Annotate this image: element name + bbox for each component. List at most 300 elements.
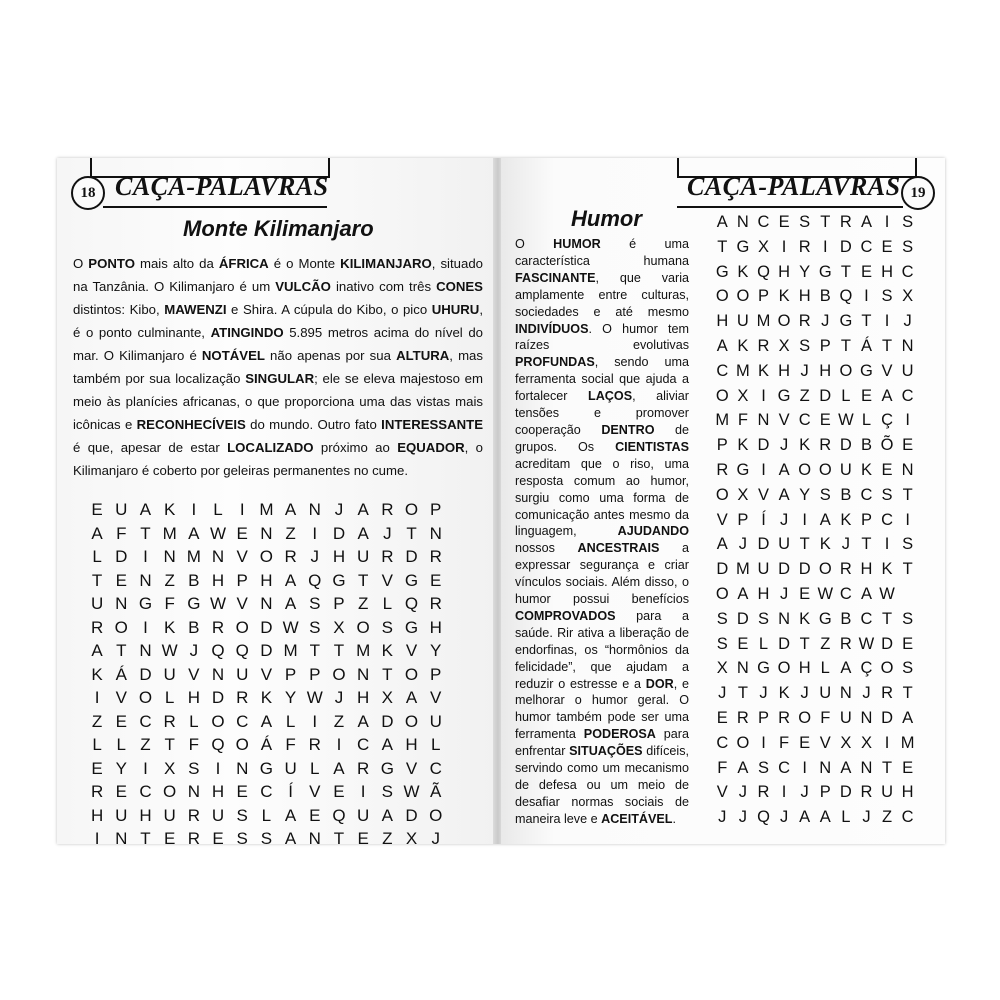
grid-letter: T: [333, 641, 345, 660]
grid-letter: J: [738, 808, 748, 827]
grid-letter: N: [260, 594, 273, 613]
open-book: [57, 158, 945, 844]
grid-letter: J: [862, 808, 871, 827]
grid-letter: R: [778, 708, 791, 727]
grid-letter: D: [757, 436, 770, 455]
grid-letter: M: [356, 641, 371, 660]
text-run: próximo ao: [313, 440, 398, 455]
grid-letter: I: [822, 237, 828, 256]
grid-letter: G: [860, 361, 873, 380]
grid-letter: H: [798, 659, 811, 678]
grid-letter: U: [429, 711, 442, 731]
grid-letter: T: [882, 609, 893, 628]
grid-letter: Ç: [860, 659, 873, 678]
grid-letter: N: [139, 570, 152, 590]
keyword: UHURU: [431, 302, 480, 317]
grid-letter: A: [778, 485, 790, 504]
grid-letter: K: [737, 336, 749, 355]
grid-letter: N: [308, 500, 321, 519]
grid-letter: H: [901, 783, 914, 802]
grid-letter: A: [840, 758, 852, 777]
grid-letter: I: [864, 287, 869, 306]
grid-letter: A: [819, 510, 831, 529]
grid-letter: J: [862, 684, 871, 703]
grid-letter: O: [404, 664, 419, 684]
page-number: 19: [901, 176, 935, 210]
grid-letter: K: [381, 641, 394, 660]
grid-letter: R: [757, 336, 770, 355]
word-search-grid: [712, 210, 918, 830]
keyword: HUMOR: [553, 237, 601, 251]
grid-letter: A: [799, 808, 811, 827]
grid-letter: E: [778, 213, 790, 231]
grid-letter: G: [818, 609, 832, 628]
grid-letter: Y: [284, 688, 297, 707]
grid-letter: O: [259, 547, 274, 566]
grid-letter: P: [757, 287, 769, 306]
grid-letter: D: [115, 547, 128, 566]
grid-letter: G: [138, 594, 153, 613]
grid-letter: H: [139, 805, 152, 825]
grid-letter: U: [115, 500, 128, 519]
grid-letter: M: [736, 361, 750, 380]
grid-letter: Q: [404, 594, 419, 613]
grid-letter: K: [163, 617, 176, 637]
grid-letter: M: [283, 641, 298, 660]
grid-letter: B: [188, 617, 200, 637]
grid-letter: X: [840, 733, 852, 752]
grid-letter: H: [211, 570, 225, 590]
grid-letter: Õ: [880, 436, 894, 455]
grid-letter: J: [841, 535, 850, 554]
grid-letter: A: [381, 805, 394, 825]
grid-letter: A: [737, 758, 749, 777]
grid-letter: Z: [333, 711, 345, 731]
grid-letter: P: [236, 570, 248, 590]
grid-letter: A: [357, 500, 369, 519]
grid-letter: L: [189, 711, 199, 731]
text-run: . O humor tem raízes evolutivas: [515, 321, 689, 353]
text-run: .: [672, 811, 676, 826]
left-page: [57, 158, 495, 844]
grid-letter: H: [357, 688, 370, 707]
grid-letter: P: [333, 594, 345, 613]
grid-letter: N: [236, 758, 249, 778]
text-run: é uma característica humana: [515, 237, 689, 268]
keyword: ATINGINDO: [210, 325, 284, 340]
grid-letter: R: [284, 547, 297, 566]
grid-letter: I: [761, 460, 766, 479]
grid-letter: D: [139, 664, 152, 684]
grid-letter: Y: [799, 262, 811, 281]
grid-letter: K: [737, 262, 749, 281]
header-underline: [677, 206, 903, 208]
grid-letter: R: [881, 684, 893, 703]
grid-letter: U: [778, 535, 791, 554]
grid-letter: Q: [308, 570, 322, 590]
grid-letter: Ã: [430, 782, 442, 801]
grid-letter: L: [285, 711, 296, 731]
grid-letter: Y: [430, 641, 442, 660]
grid-letter: G: [187, 594, 201, 613]
grid-letter: Q: [211, 641, 225, 660]
grid-letter: X: [778, 336, 790, 355]
grid-letter: E: [333, 782, 345, 801]
keyword: PODEROSA: [583, 727, 656, 742]
grid-letter: S: [716, 609, 728, 628]
grid-letter: F: [737, 411, 748, 430]
grid-letter: J: [334, 688, 344, 707]
grid-letter: Ç: [881, 411, 893, 430]
grid-letter: N: [357, 664, 370, 684]
grid-letter: Z: [164, 570, 175, 590]
grid-letter: F: [188, 735, 200, 754]
grid-letter: R: [429, 594, 442, 613]
grid-letter: C: [429, 758, 442, 778]
grid-letter: V: [188, 664, 200, 684]
grid-letter: I: [143, 617, 148, 637]
keyword: CIENTISTAS: [615, 439, 689, 454]
grid-letter: C: [798, 411, 811, 430]
text-run: não apenas por sua: [264, 348, 397, 363]
grid-letter: H: [819, 361, 832, 380]
grid-letter: S: [881, 485, 893, 504]
grid-letter: P: [430, 664, 442, 684]
grid-letter: A: [381, 735, 394, 754]
grid-letter: W: [838, 411, 854, 430]
grid-letter: V: [381, 570, 394, 590]
text-run: , mas também por sua localização: [73, 348, 483, 386]
grid-letter: U: [284, 758, 297, 778]
grid-letter: N: [211, 664, 225, 684]
grid-letter: D: [260, 617, 273, 637]
grid-letter: C: [778, 758, 791, 777]
grid-letter: T: [799, 634, 810, 653]
grid-letter: N: [901, 460, 914, 479]
grid-letter: W: [210, 594, 227, 613]
grid-letter: E: [357, 829, 369, 844]
grid-letter: S: [236, 829, 248, 844]
grid-letter: M: [715, 411, 730, 430]
grid-letter: M: [736, 560, 750, 579]
grid-letter: D: [332, 523, 346, 543]
grid-letter: T: [799, 535, 810, 554]
grid-letter: B: [819, 287, 831, 306]
grid-letter: O: [404, 711, 419, 731]
text-run: de grupos. Os: [515, 422, 689, 454]
grid-letter: V: [405, 641, 418, 660]
grid-letter: N: [187, 782, 200, 801]
grid-letter: S: [716, 634, 728, 653]
text-run: ; ele se eleva majestoso em meio às planícies africanas, o que proporciona uma das vistas mais icônicas e: [73, 371, 483, 432]
grid-letter: T: [882, 758, 893, 777]
grid-letter: O: [429, 805, 443, 825]
grid-letter: H: [881, 262, 893, 281]
grid-letter: C: [236, 711, 249, 731]
grid-letter: Z: [91, 711, 103, 731]
grid-letter: V: [430, 688, 442, 707]
grid-letter: G: [332, 570, 346, 590]
grid-letter: R: [798, 312, 811, 331]
grid-letter: I: [761, 386, 766, 405]
grid-letter: D: [716, 560, 729, 579]
grid-letter: V: [757, 485, 769, 504]
grid-letter: D: [405, 805, 418, 825]
text-run: , o Kilimanjaro é coberto por geleiras permanentes no cume.: [73, 440, 483, 478]
grid-letter: S: [902, 609, 914, 628]
grid-letter: S: [757, 609, 769, 628]
grid-letter: O: [798, 460, 812, 479]
grid-letter: K: [881, 560, 893, 579]
grid-letter: U: [357, 805, 370, 825]
grid-letter: Á: [115, 664, 127, 684]
grid-letter: W: [858, 634, 875, 653]
grid-letter: A: [881, 386, 893, 405]
grid-letter: F: [164, 594, 175, 613]
grid-letter: D: [881, 708, 893, 727]
grid-letter: I: [94, 688, 100, 707]
grid-letter: O: [211, 711, 225, 731]
text-run: mais alto da: [134, 256, 219, 271]
grid-letter: E: [860, 386, 872, 405]
grid-letter: J: [779, 808, 789, 827]
grid-letter: Z: [357, 594, 369, 613]
grid-letter: X: [333, 617, 345, 637]
grid-letter: K: [778, 684, 790, 703]
grid-letter: Q: [839, 287, 853, 306]
grid-letter: R: [308, 735, 321, 754]
grid-letter: C: [139, 782, 152, 801]
text-run: inativo com três: [330, 279, 437, 294]
keyword: RECONHECÍVEIS: [136, 417, 246, 432]
grid-letter: J: [738, 783, 748, 802]
keyword: LOCALIZADO: [227, 440, 314, 455]
grid-letter: U: [839, 460, 852, 479]
grid-letter: J: [383, 523, 392, 543]
text-run: a expressar segurança e criar vínculos sociais. Além disso, o humor possui benefícios: [515, 541, 689, 607]
grid-letter: K: [860, 460, 872, 479]
grid-letter: A: [840, 659, 852, 678]
grid-letter: T: [357, 570, 369, 590]
grid-letter: S: [902, 213, 914, 231]
grid-letter: Z: [140, 735, 151, 754]
grid-letter: J: [718, 684, 727, 703]
keyword: PONTO: [88, 256, 135, 271]
grid-letter: T: [140, 829, 151, 844]
grid-letter: R: [839, 213, 852, 231]
grid-letter: Í: [288, 782, 293, 801]
grid-letter: H: [778, 262, 791, 281]
keyword: COMPROVADOS: [515, 608, 616, 623]
grid-letter: N: [736, 659, 749, 678]
grid-letter: R: [757, 783, 770, 802]
grid-letter: N: [860, 708, 873, 727]
grid-letter: K: [737, 436, 749, 455]
grid-letter: D: [778, 634, 791, 653]
grid-letter: A: [819, 808, 831, 827]
header-frame-line: [915, 158, 917, 176]
grid-letter: P: [309, 664, 321, 684]
grid-letter: T: [140, 523, 151, 543]
keyword: VULCÃO: [275, 279, 331, 294]
grid-letter: V: [716, 783, 728, 802]
grid-letter: R: [357, 758, 370, 778]
grid-letter: L: [164, 688, 175, 707]
grid-letter: T: [309, 641, 320, 660]
grid-letter: T: [840, 336, 851, 355]
grid-letter: N: [163, 547, 176, 566]
grid-letter: E: [163, 829, 176, 844]
keyword: DENTRO: [601, 422, 655, 437]
text-run: para enfrentar: [515, 727, 689, 759]
grid-letter: G: [818, 262, 832, 281]
grid-letter: G: [777, 386, 791, 405]
grid-letter: O: [715, 287, 729, 306]
grid-letter: G: [757, 659, 770, 678]
grid-letter: E: [819, 411, 831, 430]
grid-letter: X: [163, 758, 176, 778]
text-run: para a saúde. Rir ativa a liberação de endorfinas, os “hormônios da felicidade”, que ajudam a reduzir o estresse e a: [515, 608, 689, 691]
grid-letter: M: [900, 733, 915, 752]
grid-letter: X: [405, 829, 418, 844]
grid-letter: H: [405, 735, 418, 754]
grid-letter: A: [284, 500, 297, 519]
text-run: , situado na Tanzânia. O Kilimanjaro é um: [73, 256, 483, 294]
grid-letter: H: [757, 584, 770, 603]
keyword: EQUADOR: [397, 440, 465, 455]
grid-letter: E: [860, 262, 872, 281]
grid-letter: D: [405, 547, 418, 566]
grid-letter: Q: [235, 641, 249, 660]
text-run: distintos: Kibo,: [73, 302, 165, 317]
grid-letter: A: [284, 570, 297, 590]
grid-letter: R: [163, 711, 176, 731]
grid-letter: J: [738, 535, 748, 554]
grid-letter: Q: [757, 808, 770, 827]
text-run: nossos: [515, 541, 578, 556]
grid-letter: I: [312, 711, 318, 731]
grid-letter: O: [332, 664, 346, 684]
article-text: [515, 236, 689, 828]
grid-letter: O: [777, 659, 791, 678]
grid-letter: N: [819, 758, 832, 777]
grid-letter: Y: [115, 758, 127, 778]
grid-letter: L: [213, 500, 223, 519]
grid-letter: K: [840, 510, 852, 529]
grid-letter: R: [429, 547, 442, 566]
keyword: CONES: [436, 279, 483, 294]
grid-letter: R: [860, 783, 873, 802]
grid-letter: F: [285, 735, 296, 754]
grid-letter: U: [90, 594, 104, 613]
grid-letter: I: [761, 733, 766, 752]
grid-letter: X: [757, 237, 769, 256]
grid-letter: Í: [761, 510, 766, 529]
grid-letter: C: [901, 386, 914, 405]
keyword: ACEITÁVEL: [601, 811, 673, 826]
grid-letter: X: [381, 688, 394, 707]
grid-letter: W: [306, 688, 323, 707]
grid-letter: W: [817, 584, 834, 603]
grid-letter: O: [138, 688, 153, 707]
grid-letter: D: [211, 688, 225, 707]
grid-letter: J: [800, 361, 809, 380]
grid-letter: S: [236, 805, 248, 825]
grid-letter: E: [737, 634, 749, 653]
grid-letter: P: [716, 436, 728, 455]
grid-letter: J: [779, 436, 789, 455]
grid-letter: C: [716, 733, 729, 752]
grid-letter: N: [260, 523, 273, 543]
grid-letter: J: [431, 829, 440, 844]
grid-letter: S: [902, 659, 914, 678]
grid-letter: D: [839, 436, 852, 455]
keyword: LAÇOS: [588, 389, 633, 404]
header-frame-line: [677, 158, 679, 176]
grid-letter: C: [860, 485, 873, 504]
grid-letter: I: [94, 829, 100, 844]
page-title: Humor: [571, 206, 642, 231]
grid-letter: A: [139, 500, 152, 519]
grid-letter: B: [860, 436, 872, 455]
grid-letter: H: [429, 617, 442, 637]
grid-letter: O: [880, 659, 894, 678]
header-frame-line: [90, 158, 92, 176]
grid-letter: B: [840, 485, 852, 504]
grid-letter: O: [356, 617, 370, 637]
grid-letter: Q: [332, 805, 346, 825]
grid-letter: K: [799, 609, 811, 628]
grid-letter: K: [163, 500, 176, 519]
word-search-grid: [85, 498, 448, 844]
grid-letter: R: [839, 634, 852, 653]
grid-letter: Z: [820, 634, 831, 653]
grid-letter: A: [284, 829, 297, 844]
grid-letter: S: [757, 758, 769, 777]
grid-letter: L: [261, 805, 272, 825]
grid-letter: Z: [382, 829, 393, 844]
grid-letter: V: [309, 782, 321, 801]
grid-letter: D: [839, 237, 852, 256]
grid-letter: A: [716, 213, 728, 231]
grid-letter: C: [901, 262, 914, 281]
grid-letter: L: [92, 547, 102, 566]
grid-letter: S: [381, 782, 394, 801]
grid-letter: A: [188, 523, 200, 543]
grid-letter: E: [902, 634, 914, 653]
grid-letter: E: [430, 570, 442, 590]
grid-letter: I: [191, 500, 197, 519]
grid-letter: J: [779, 584, 789, 603]
grid-letter: R: [90, 617, 104, 637]
grid-letter: P: [430, 500, 442, 519]
text-run: é que, apesar de estar: [73, 440, 228, 455]
grid-letter: M: [186, 547, 201, 566]
grid-letter: W: [282, 617, 299, 637]
grid-letter: T: [820, 213, 831, 231]
grid-letter: D: [839, 783, 852, 802]
grid-letter: Q: [211, 735, 225, 754]
grid-letter: D: [260, 641, 273, 660]
grid-letter: N: [757, 411, 770, 430]
grid-letter: T: [861, 535, 872, 554]
grid-letter: U: [211, 805, 225, 825]
grid-letter: E: [902, 758, 914, 777]
grid-letter: T: [902, 485, 913, 504]
grid-letter: C: [757, 213, 770, 231]
page-title: Monte Kilimanjaro: [183, 216, 374, 241]
grid-letter: L: [841, 386, 851, 405]
